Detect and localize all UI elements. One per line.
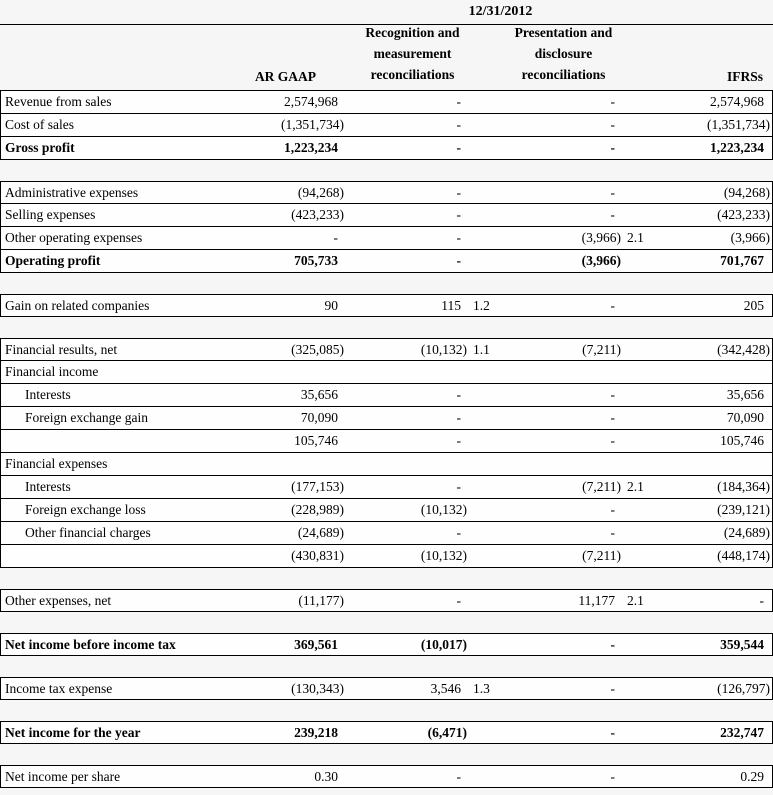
cell-recognition [344,361,493,383]
gap-row [0,317,773,338]
gap-row [0,160,773,181]
note-ref: 2.1 [627,592,644,608]
cell-value: 369,561 [294,636,338,652]
table-row [0,765,773,788]
cell-presentation [493,522,646,544]
cell-value: (1,351,734) [707,117,770,132]
cell-recognition [344,204,493,226]
cell-ifrs [646,137,772,159]
cell-ar-gaap [229,590,344,611]
table-row [0,407,773,430]
cell-recognition [344,499,493,521]
cell-ifrs [646,766,772,787]
cell-recognition [344,522,493,544]
cell-ar-gaap [229,499,344,521]
row-label [1,430,229,452]
cell-value: (448,174) [717,548,770,563]
cell-value: (10,132) [420,341,467,357]
column-header-recognition [343,22,492,85]
table-row [0,499,773,522]
cell-value: - [610,387,615,402]
header-line: reconciliations [521,67,606,82]
row-label: Interests [25,479,71,494]
table-row [0,227,773,250]
cell-value: (7,211) [582,341,621,357]
cell-ar-gaap [229,522,344,544]
cell-value: - [610,297,615,313]
cell-ifrs [646,250,772,272]
statement-date: 12/31/2012 [468,4,533,19]
column-header-ifrs: IFRSs [726,69,763,84]
cell-ifrs [646,722,772,743]
cell-presentation [493,361,646,383]
note-ref: 1.1 [473,341,490,357]
cell-value: (10,132) [420,548,467,563]
table-row [0,361,773,384]
cell-presentation [493,590,646,611]
cell-presentation [493,182,646,203]
cell-value: - [456,592,461,608]
cell-value: - [456,117,461,132]
cell-ifrs [646,227,772,249]
cell-value: (423,233) [717,207,770,222]
cell-value: - [456,207,461,222]
table-row [0,522,773,545]
row-label: Operating profit [5,253,101,268]
cell-presentation [493,430,646,452]
row-label: Net income per share [5,768,121,784]
cell-recognition [344,678,493,699]
row-label: Gross profit [5,140,75,155]
row-label: Gain on related companies [5,297,150,313]
cell-ar-gaap [229,339,344,360]
row-label: Net income for the year [5,724,141,740]
row-label: Other expenses, net [5,592,112,608]
cell-ifrs [646,453,772,475]
row-label: Cost of sales [5,117,74,132]
cell-presentation [493,476,646,498]
cell-ifrs [646,339,772,360]
row-label [1,545,229,567]
table-row [0,114,773,137]
cell-ifrs [646,545,772,567]
table-row [0,430,773,453]
cell-ar-gaap [229,476,344,498]
column-header-presentation [492,22,645,85]
cell-ar-gaap [229,545,344,567]
cell-value: (228,989) [291,502,344,517]
cell-value: 105,746 [294,433,338,448]
gap-row [0,744,773,765]
cell-value: - [610,184,615,200]
cell-presentation [493,137,646,159]
cell-value: 2,574,968 [284,94,338,109]
table-row [0,633,773,656]
table-row [0,294,773,317]
row-label: Other financial charges [25,525,151,540]
cell-value: (1,351,734) [281,117,344,132]
note-ref: 2.1 [627,479,644,494]
cell-recognition [344,227,493,249]
cell-value: 115 [441,297,461,313]
cell-value: - [456,433,461,448]
gap-row [0,568,773,589]
cell-presentation [493,250,646,272]
cell-ar-gaap [229,295,344,316]
cell-ar-gaap [229,182,344,203]
cell-ar-gaap [229,766,344,787]
cell-value: - [610,410,615,425]
column-headers [0,25,773,91]
header-line: Recognition and [365,25,460,40]
cell-recognition [344,766,493,787]
table-row [0,589,773,612]
cell-presentation [493,634,646,655]
cell-ar-gaap [229,430,344,452]
table-row [0,545,773,568]
cell-value: - [610,768,615,784]
cell-ifrs [646,384,772,406]
row-label: Foreign exchange loss [25,502,146,517]
cell-value: (126,797) [717,680,770,696]
cell-recognition [344,295,493,316]
cell-recognition [344,453,493,475]
table-row [0,137,773,160]
cell-value: 1,223,234 [284,140,338,155]
cell-ar-gaap [229,634,344,655]
cell-value: 11,177 [578,592,615,608]
cell-value: (3,966) [581,253,621,268]
cell-ifrs [646,407,772,429]
cell-value: (3,966) [581,230,621,245]
cell-value: (24,689) [297,525,344,540]
row-label: Financial results, net [5,341,118,357]
table-row [0,338,773,361]
cell-value: (184,364) [717,479,770,494]
row-label: Other operating expenses [5,230,143,245]
cell-ifrs [646,590,772,611]
cell-value: (6,471) [427,724,467,740]
cell-value: - [456,253,461,268]
cell-value: - [333,230,338,245]
cell-value: - [456,410,461,425]
cell-value: (24,689) [723,525,770,540]
gap-row [0,656,773,677]
cell-value: 35,656 [300,387,338,402]
cell-value: 90 [324,297,338,313]
cell-ifrs [646,91,772,113]
header-line: disclosure [534,46,593,61]
cell-value: (3,966) [730,230,770,245]
cell-presentation [493,227,646,249]
note-ref: 1.2 [473,297,490,313]
table-row [0,250,773,273]
cell-recognition [344,476,493,498]
cell-value: 2,574,968 [710,94,764,109]
cell-value: (130,343) [291,680,344,696]
cell-recognition [344,114,493,136]
cell-ar-gaap [229,137,344,159]
cell-presentation [493,339,646,360]
cell-presentation [493,766,646,787]
gap-row [0,273,773,294]
cell-ar-gaap [229,384,344,406]
cell-ifrs [646,361,772,383]
cell-recognition [344,407,493,429]
cell-value: 3,546 [430,680,461,696]
cell-ar-gaap [229,678,344,699]
cell-value: 70,090 [300,410,338,425]
cell-value: 1,223,234 [710,140,764,155]
note-ref: 1.3 [473,680,490,696]
cell-value: (94,268) [297,184,344,200]
cell-value: (10,132) [420,502,467,517]
cell-ifrs [646,522,772,544]
cell-value: - [456,184,461,200]
cell-recognition [344,634,493,655]
cell-recognition [344,590,493,611]
cell-presentation [493,678,646,699]
cell-presentation [493,499,646,521]
cell-ar-gaap [229,407,344,429]
cell-value: 70,090 [726,410,764,425]
cell-ar-gaap [229,91,344,113]
header-line: Presentation and [514,25,613,40]
cell-value: - [610,680,615,696]
cell-value: (7,211) [582,548,621,563]
cell-value: (11,177) [298,592,344,608]
cell-value: (430,831) [291,548,344,563]
row-label: Revenue from sales [5,94,112,109]
cell-value: - [456,387,461,402]
title-row [0,0,773,25]
cell-value: - [456,768,461,784]
cell-value: 0.29 [740,768,764,784]
cell-ifrs [646,499,772,521]
header-line: reconciliations [370,67,455,82]
cell-value: (7,211) [582,479,621,494]
cell-ar-gaap [229,204,344,226]
table-body [0,91,773,788]
cell-ifrs [646,476,772,498]
cell-recognition [344,339,493,360]
cell-ifrs [646,678,772,699]
row-label: Financial income [5,364,99,379]
cell-ar-gaap [229,722,344,743]
cell-presentation [493,204,646,226]
cell-presentation [493,407,646,429]
cell-value: - [610,94,615,109]
cell-ar-gaap [229,114,344,136]
cell-value: 0.30 [314,768,338,784]
cell-presentation [493,295,646,316]
table-row [0,476,773,499]
column-header-ar-gaap: AR GAAP [254,69,317,84]
row-label: Interests [25,387,71,402]
cell-value: 359,544 [720,636,764,652]
cell-value: - [456,140,461,155]
row-label: Foreign exchange gain [25,410,148,425]
cell-presentation [493,91,646,113]
cell-recognition [344,182,493,203]
cell-recognition [344,545,493,567]
cell-value: - [759,592,764,608]
row-label: Net income before income tax [5,636,176,652]
cell-ifrs [646,295,772,316]
cell-value: (10,017) [420,636,467,652]
cell-value: - [610,636,615,652]
cell-ar-gaap [229,250,344,272]
cell-ifrs [646,114,772,136]
cell-value: - [456,479,461,494]
cell-ifrs [646,634,772,655]
cell-recognition [344,91,493,113]
gap-row [0,700,773,721]
cell-value: - [610,207,615,222]
cell-ifrs [646,204,772,226]
cell-value: - [610,433,615,448]
cell-value: - [610,140,615,155]
table-row [0,384,773,407]
cell-recognition [344,430,493,452]
table-row [0,91,773,114]
cell-presentation [493,114,646,136]
cell-ifrs [646,430,772,452]
header-line: measurement [373,46,452,61]
cell-value: - [610,724,615,740]
cell-presentation [493,545,646,567]
cell-value: (239,121) [717,502,770,517]
cell-value: - [456,94,461,109]
row-label: Income tax expense [5,680,113,696]
cell-value: (177,153) [291,479,344,494]
cell-value: 705,733 [294,253,338,268]
table-row [0,181,773,204]
cell-value: 35,656 [726,387,764,402]
cell-value: 239,218 [294,724,338,740]
cell-value: - [456,230,461,245]
cell-value: - [610,117,615,132]
table-row [0,204,773,227]
cell-value: 701,767 [720,253,764,268]
cell-recognition [344,722,493,743]
cell-ar-gaap [229,227,344,249]
cell-recognition [344,250,493,272]
cell-value: 205 [743,297,764,313]
cell-recognition [344,384,493,406]
cell-value: (94,268) [723,184,770,200]
cell-presentation [493,384,646,406]
cell-value: (342,428) [717,341,770,357]
cell-value: (325,085) [291,341,344,357]
cell-value: (423,233) [291,207,344,222]
row-label: Selling expenses [5,207,96,222]
cell-value: - [610,525,615,540]
row-label: Financial expenses [5,456,108,471]
cell-ifrs [646,182,772,203]
gap-row [0,612,773,633]
cell-ar-gaap [229,361,344,383]
table-row [0,677,773,700]
cell-value: - [610,502,615,517]
cell-value: 232,747 [720,724,764,740]
table-row [0,453,773,476]
table-row [0,721,773,744]
cell-value: - [456,525,461,540]
cell-ar-gaap [229,453,344,475]
cell-value: 105,746 [720,433,764,448]
cell-presentation [493,453,646,475]
row-label: Administrative expenses [5,184,139,200]
cell-recognition [344,137,493,159]
note-ref: 2.1 [627,230,644,245]
cell-presentation [493,722,646,743]
